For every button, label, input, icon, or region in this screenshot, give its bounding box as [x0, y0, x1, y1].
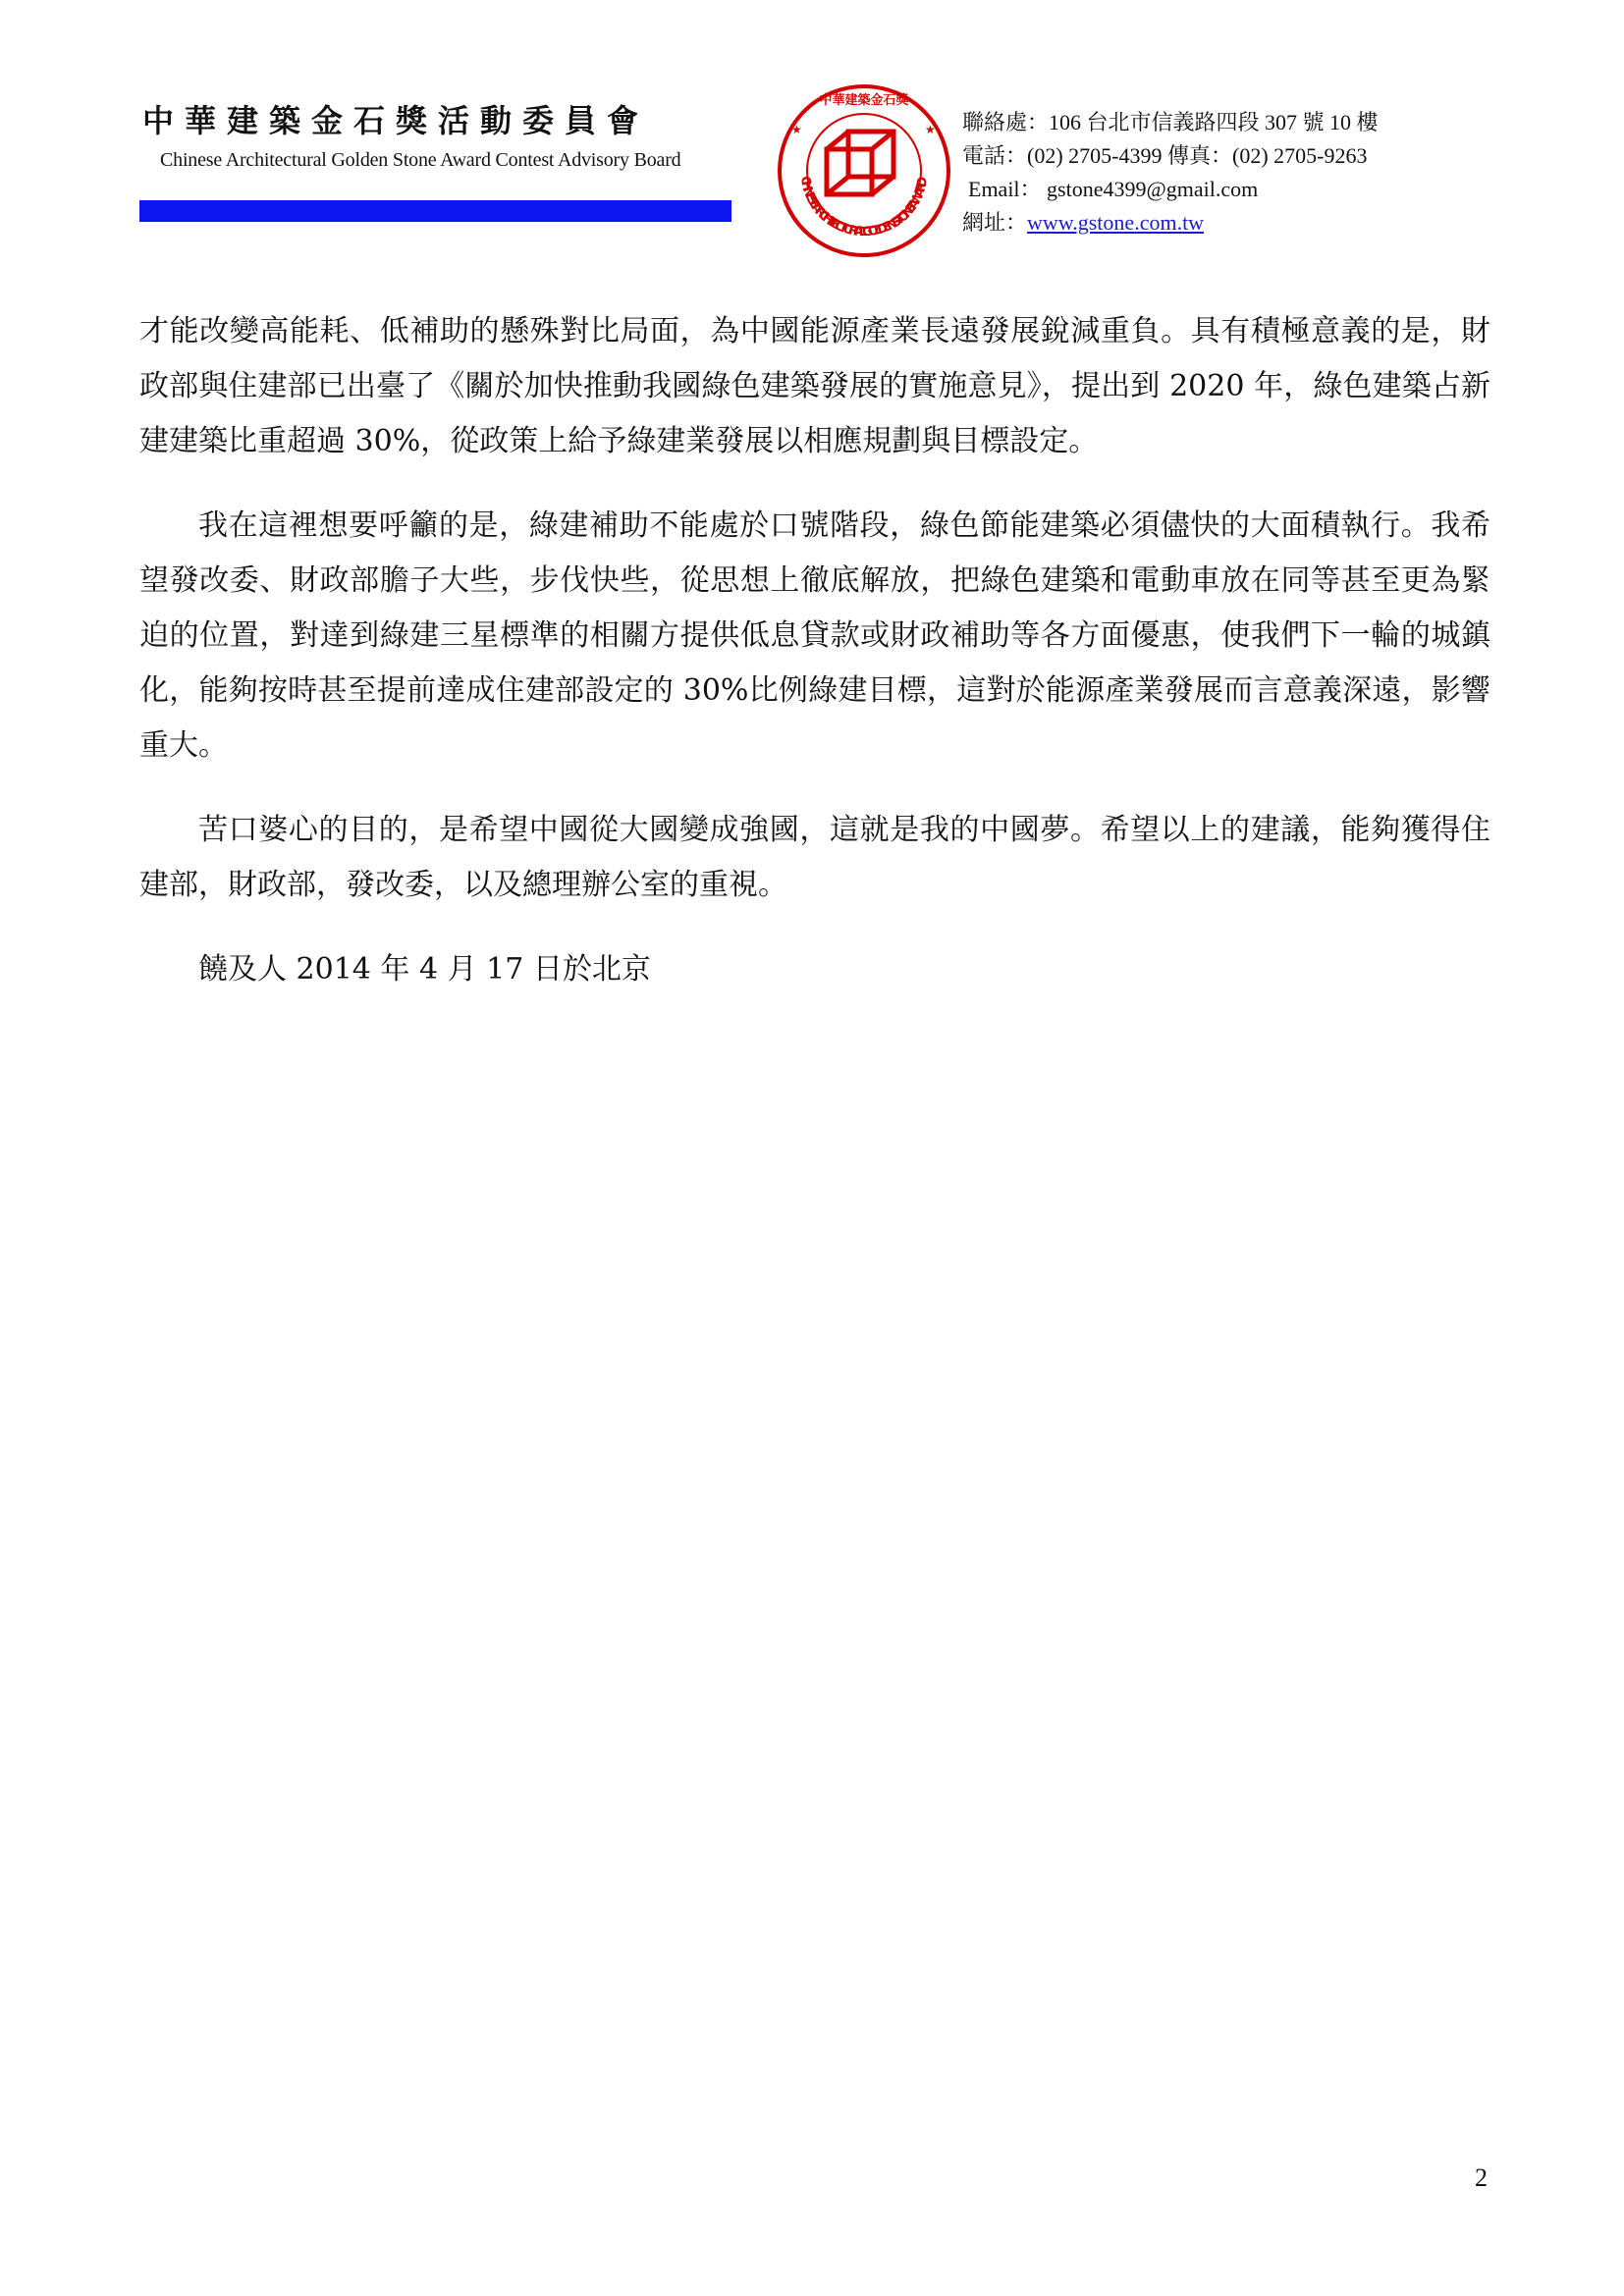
contact-email-row [962, 173, 1379, 206]
paragraph-continuation: 才能改變高能耗、低補助的懸殊對比局面，為中國能源產業長遠發展銳減重負。具有積極意義的是，財政部與住建部已出臺了《關於加快推動我國綠色建築發展的實施意見》，提出到 2020 年，綠色建築占新建建築比重超過 30%，從政策上給予綠建業發展以相應規劃與目標設定。 [139, 314, 1490, 458]
page-number: 2 [1475, 2163, 1488, 2192]
letterhead [0, 0, 1624, 265]
website-link[interactable]: www.gstone.com.tw [1027, 210, 1205, 235]
contact-block [962, 106, 1379, 240]
website-label: 網址： [962, 210, 1028, 235]
phone-label: 電話： [962, 143, 1028, 168]
paragraph-appeal: 我在這裡想要呼籲的是，綠建補助不能處於口號階段，綠色節能建築必須儘快的大面積執行。我希望發改委、財政部膽子大些，步伐快些，從思想上徹底解放，把綠色建築和電動車放在同等甚至更為緊迫的位置，對達到綠建三星標準的相關方提供低息貸款或財政補助等各方面優惠，使我們下一輪的城鎮化，能夠按時甚至提前達成住建部設定的 30%比例綠建目標，這對於能源產業發展而言意義深遠，影響重大。 [139, 508, 1490, 763]
seal-top-text: 中華建築金石獎 [819, 93, 909, 108]
address-value: 106 台北市信義路四段 307 號 10 樓 [1049, 110, 1379, 134]
contact-address-row [962, 106, 1379, 139]
seal-ring-text [797, 175, 931, 240]
contact-web-row [962, 206, 1379, 240]
email-label: Email： [968, 177, 1042, 201]
seal-star-left: ★ [791, 123, 802, 136]
org-name-english: Chinese Architectural Golden Stone Award Contest Advisory Board [160, 149, 681, 171]
seal-cube-icon [827, 132, 893, 194]
email-value: gstone4399@gmail.com [1041, 177, 1259, 201]
address-label: 聯絡處： [962, 110, 1050, 134]
seal-ring-textpath: CHINESE ARCHITECTURAL GOLDEN STONE AWARD [796, 175, 932, 240]
award-seal-logo [776, 82, 952, 259]
header-blue-bar [139, 200, 731, 222]
phone-fax-value: (02) 2705-4399 傳真：(02) 2705-9263 [1027, 143, 1368, 168]
seal-star-right: ★ [925, 123, 936, 136]
contact-phone-row [962, 139, 1379, 173]
signature-date-line: 饒及人 2014 年 4 月 17 日於北京 [198, 952, 651, 987]
paragraph-conclusion: 苦口婆心的目的，是希望中國從大國變成強國，這就是我的中國夢。希望以上的建議，能夠獲得住建部，財政部，發改委，以及總理辦公室的重視。 [139, 813, 1490, 902]
org-name-chinese: 中華建築金石獎活動委員會 [142, 102, 650, 139]
letter-body [139, 304, 1490, 1027]
